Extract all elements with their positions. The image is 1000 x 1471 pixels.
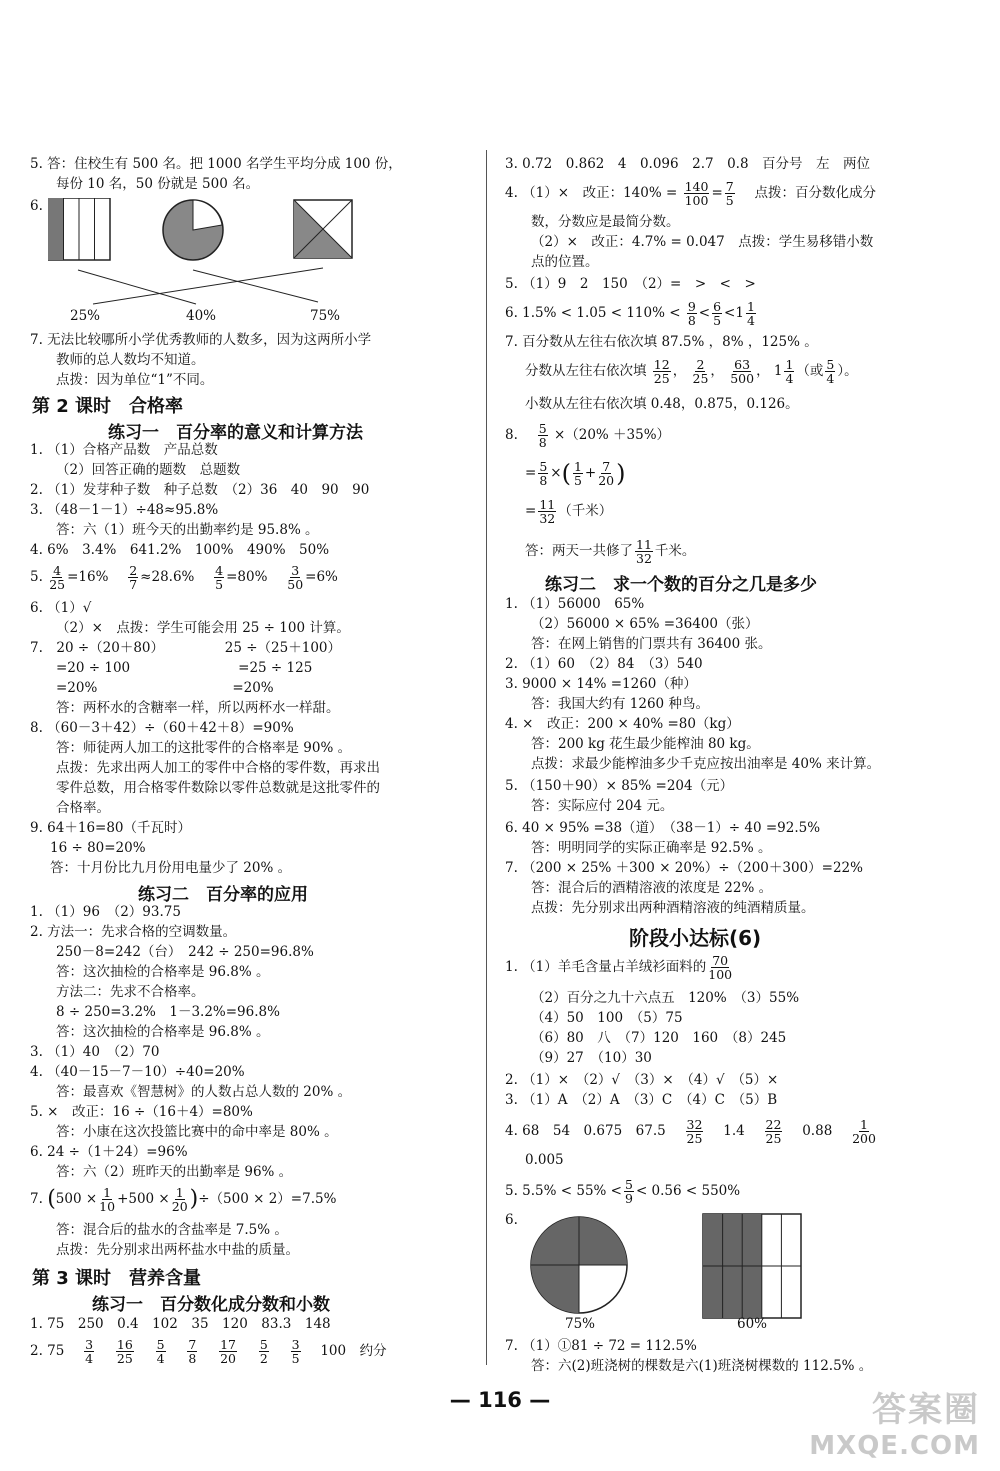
- line: 2. 方法一：先求合格的空调数量。: [30, 924, 237, 940]
- fraction: $\frac{3}{5}$: [291, 1337, 300, 1366]
- line: 0.005: [525, 1152, 564, 1168]
- fraction: $\frac{6}{5}$: [713, 299, 722, 328]
- line: =20 ÷ 100 =25 ÷ 125: [56, 660, 313, 676]
- section-lesson3: 第 3 课时 营养含量: [32, 1268, 202, 1289]
- line: 2. （1）60 （2）84 （3）540: [505, 656, 703, 672]
- q6-label-40: 40%: [186, 308, 217, 324]
- term: 100 约分: [320, 1343, 387, 1359]
- line: 小数从左往右依次填 0.48，0.875，0.126。: [525, 396, 799, 412]
- fraction: $\frac{22}{25}$: [765, 1117, 782, 1146]
- exercise1-title: 练习一 百分率的意义和计算方法: [108, 423, 363, 443]
- line: 点的位置。: [531, 254, 599, 270]
- fraction: $\frac{5}{8}$: [538, 421, 547, 450]
- circle-shaded: [163, 200, 223, 260]
- term: 2. 75: [30, 1343, 65, 1359]
- term: 答：两天一共修了: [525, 543, 633, 559]
- line: 2. （1）发芽种子数 种子总数 （2）36 40 90 90: [30, 482, 370, 498]
- fraction: $\frac{7}{8}$: [188, 1337, 197, 1366]
- line: 4. 6% 3.4% 641.2% 100% 490% 50%: [30, 542, 330, 558]
- q6-compare: [505, 300, 758, 327]
- q-number: 6.: [505, 1212, 518, 1228]
- term: +500 ×: [117, 1191, 170, 1207]
- term: 5. 5.5% < 55% <: [505, 1183, 622, 1199]
- fraction: $\frac{7}{5}$: [725, 179, 734, 208]
- line: 点拨：先求出两人加工的零件中合格的零件数，再求出: [56, 760, 380, 776]
- term: <1: [724, 305, 744, 321]
- fraction: $\frac{17}{20}$: [220, 1337, 237, 1366]
- line: 答：混合后的酒精溶液的浓度是 22% 。: [531, 880, 773, 896]
- value: =6%: [305, 569, 338, 585]
- line: 数，分数应是最简分数。: [531, 214, 680, 230]
- q7-fractions: 分数从左往右依次填 $\frac{12}{25}$ ， $\frac{2}{25}$ ， $\frac{63}{500}$ ， 1 $\frac{1}{4}$ （或 $\frac{5}{4}$ ）。: [525, 357, 858, 386]
- line: 7. （200 × 25% ＋300 × 20%）÷（200＋300）=22%: [505, 860, 863, 876]
- line: 1. （1）合格产品数 产品总数: [30, 442, 218, 458]
- line: 答：明明同学的实际正确率是 92.5% 。: [531, 840, 772, 856]
- line: 点拨：先分别求出两杯盐水中盐的质量。: [56, 1242, 299, 1258]
- line: 1. （1）96 （2）93.75: [30, 904, 181, 920]
- line: 答：在网上销售的门票共有 36400 张。: [531, 636, 772, 652]
- line: （2）百分之九十六点五 120% （3）55%: [531, 990, 800, 1006]
- term: < 0.56 < 550%: [635, 1183, 741, 1199]
- fraction: $\frac{3}{4}$: [85, 1337, 94, 1366]
- q2-fractions: [30, 1338, 387, 1365]
- q4-correction: 4. （1）× 改正：140% = $\frac{140}{100}$ = $\frac{7}{5}$ 点拨：百分数化成分: [505, 179, 876, 208]
- line: 答：师徒两人加工的这批零件的合格率是 90% 。: [56, 740, 352, 756]
- line: 答：两杯水的含糖率一样，所以两杯水一样甜。: [56, 700, 340, 716]
- term: ）。: [837, 363, 858, 379]
- line: =20% =20%: [56, 680, 274, 696]
- line: 3. （1）A （2）A （3）C （4）C （5）B: [505, 1092, 778, 1108]
- line: 6. 40 × 95% =38（道） （38－1）÷ 40 =92.5%: [505, 820, 821, 836]
- q5-line1: 5. 答：住校生有 500 名。把 1000 名学生平均分成 100 份，: [30, 156, 402, 172]
- rect-shaded-quarter: [48, 198, 110, 260]
- term: （或: [796, 363, 824, 379]
- fraction: $\frac{11}{32}$: [636, 537, 652, 566]
- fraction: $\frac{140}{100}$: [684, 179, 709, 208]
- line: 8 ÷ 250=3.2% 1－3.2%=96.8%: [56, 1004, 280, 1020]
- term: 6. 1.5% < 1.05 < 110% <: [505, 305, 681, 321]
- q7-line1: 7. 无法比较哪所小学优秀教师的人数多，因为这两所小学: [30, 332, 372, 348]
- fraction: $\frac{4}{5}$: [215, 563, 224, 592]
- fraction: $\frac{1}{200}$: [852, 1117, 876, 1146]
- section-lesson2: 第 2 课时 合格率: [32, 396, 184, 417]
- line: 4. × 改正：200 × 40% =80（kg）: [505, 716, 740, 732]
- line: 4. （40－15－7－10）÷40=20%: [30, 1064, 245, 1080]
- line: 1. 75 250 0.4 102 35 120 83.3 148: [30, 1316, 331, 1332]
- watermark-url: MXQE.COM: [809, 1431, 980, 1461]
- line: 答：200 kg 花生最少能榨油 80 kg。: [531, 736, 760, 752]
- term: 分数从左往右依次填: [525, 363, 647, 379]
- fraction: $\frac{5}{8}$: [539, 459, 548, 488]
- line: 6. 24 ÷（1＋24）=96%: [30, 1144, 188, 1160]
- q8-step2: = $\frac{5}{8}$ ×( $\frac{1}{5}$ + $\frac{7}{20}$ ): [525, 459, 626, 488]
- line: （9）27 （10）30: [531, 1050, 652, 1066]
- term: 1.4: [723, 1123, 745, 1139]
- q7-salt-formula: 7. (500 × $\frac{1}{10}$ +500 × $\frac{1}{20}$ )÷（500 × 2）=7.5%: [30, 1185, 337, 1214]
- q8-step3: = $\frac{11}{32}$ （千米）: [525, 497, 613, 526]
- value: =16%: [67, 569, 109, 585]
- fraction: $\frac{1}{4}$: [746, 299, 755, 328]
- fraction: $\frac{3}{50}$: [287, 563, 304, 592]
- fraction: $\frac{1}{5}$: [573, 459, 582, 488]
- fraction: $\frac{70}{100}$: [708, 953, 733, 982]
- line: 5. （1）9 2 150 （2）= > < >: [505, 276, 756, 292]
- fraction: $\frac{12}{25}$: [653, 357, 670, 386]
- fraction: $\frac{32}{25}$: [686, 1117, 703, 1146]
- t4-line: [505, 1118, 878, 1145]
- line: （6）80 八 （7）120 160 （8）245: [531, 1030, 787, 1046]
- square-shaded: [294, 200, 352, 258]
- line: 方法二：先求不合格率。: [56, 984, 205, 1000]
- line: 16 ÷ 80=20%: [50, 840, 146, 856]
- fraction: $\frac{11}{32}$: [539, 497, 556, 526]
- line: 答：实际应付 204 元。: [531, 798, 674, 814]
- stage-test-title: 阶段小达标(6): [629, 926, 762, 950]
- term: 1: [773, 363, 783, 379]
- line: 7. 百分数从左往右依次填 87.5% ，8% ，125% 。: [505, 334, 818, 350]
- fraction: $\frac{5}{9}$: [624, 1177, 633, 1206]
- line: 答：六（2）班昨天的出勤率是 96% 。: [56, 1164, 293, 1180]
- line: 6. （1）√: [30, 600, 92, 616]
- circle-75-shaded: [531, 1217, 627, 1313]
- q6-label-75: 75%: [310, 308, 341, 324]
- fraction: $\frac{2}{25}$: [692, 357, 709, 386]
- fraction: $\frac{1}{20}$: [171, 1185, 188, 1214]
- rect-60-shaded: [703, 1214, 801, 1318]
- t6-label-75: 75%: [565, 1316, 596, 1332]
- t1-line: [505, 954, 734, 981]
- line: 答：最喜欢《智慧树》的人数占总人数的 20% 。: [56, 1084, 352, 1100]
- line: 5. × 改正：16 ÷（16＋4）=80%: [30, 1104, 253, 1120]
- line: 答：六(2)班浇树的棵数是六(1)班浇树棵数的 112.5% 。: [531, 1358, 873, 1374]
- line: （2）× 点拨：学生可能会用 25 ÷ 100 计算。: [56, 620, 350, 636]
- term: 千米。: [654, 543, 696, 559]
- line: 3. （48－1－1）÷48≈95.8%: [30, 502, 219, 518]
- term: ×（20% ＋35%）: [553, 427, 671, 443]
- fraction: $\frac{4}{25}$: [49, 563, 66, 592]
- line: （4）50 100 （5）75: [531, 1010, 683, 1026]
- q-number: 7.: [30, 1191, 43, 1207]
- term: （千米）: [558, 503, 613, 519]
- term: 0.88: [802, 1123, 833, 1139]
- q7-line2: 教师的总人数均不知道。: [56, 352, 205, 368]
- value: =80%: [226, 569, 268, 585]
- q8-step1: [505, 422, 670, 449]
- term: 4. （1）× 改正：140% =: [505, 185, 678, 201]
- line: 合格率。: [56, 800, 110, 816]
- line: （2）56000 × 65% =36400（张）: [531, 616, 759, 632]
- line: 答：这次抽检的合格率是 96.8% 。: [56, 1024, 270, 1040]
- line: 答：这次抽检的合格率是 96.8% 。: [56, 964, 270, 980]
- line: 3. （1）40 （2）70: [30, 1044, 160, 1060]
- fraction: $\frac{2}{7}$: [129, 563, 138, 592]
- t6-label-60: 60%: [737, 1316, 768, 1332]
- line: （2）× 改正：4.7% = 0.047 点拨：学生易移错小数: [531, 234, 874, 250]
- fraction: $\frac{9}{8}$: [687, 299, 696, 328]
- line: 答：十月份比九月份用电量少了 20% 。: [50, 860, 292, 876]
- q-number: 8.: [505, 427, 518, 443]
- fraction: $\frac{5}{4}$: [156, 1337, 165, 1366]
- fraction: $\frac{5}{2}$: [259, 1337, 268, 1366]
- fraction: $\frac{1}{4}$: [785, 357, 794, 386]
- term: ÷（500 × 2）=7.5%: [198, 1191, 337, 1207]
- fraction: $\frac{63}{500}$: [730, 357, 755, 386]
- q6-diagram: [48, 198, 378, 318]
- line: 点拨：先分别求出两种酒精溶液的纯酒精质量。: [531, 900, 815, 916]
- term: 500 ×: [55, 1191, 98, 1207]
- line: （2）回答正确的题数 总题数: [56, 462, 241, 478]
- q7-hint: 点拨：因为单位“1”不同。: [56, 372, 214, 388]
- term: 点拨：百分数化成分: [754, 185, 876, 201]
- watermark-text: 答案圈: [872, 1390, 980, 1430]
- fraction: $\frac{7}{20}$: [598, 459, 615, 488]
- line: 答：六（1）班今天的出勤率约是 95.8% 。: [56, 522, 319, 538]
- fraction: $\frac{16}{25}$: [116, 1337, 133, 1366]
- line: 5. （150＋90）× 85% =204（元）: [505, 778, 734, 794]
- t5-line: [505, 1178, 740, 1205]
- watermark-logo: [809, 1382, 980, 1461]
- q5-fractions: [30, 564, 338, 591]
- line: 答：混合后的盐水的含盐率是 7.5% 。: [56, 1222, 288, 1238]
- line: 零件总数，用合格零件数除以零件总数就是这批零件的: [56, 780, 380, 796]
- q6-number: 6.: [30, 198, 43, 214]
- line: 答：我国大约有 1260 种鸟。: [531, 696, 709, 712]
- line: 2. （1）× （2）√ （3）× （4）√ （5）×: [505, 1072, 779, 1088]
- q6-label-25: 25%: [70, 308, 101, 324]
- line: 250－8=242（台） 242 ÷ 250=96.8%: [56, 944, 314, 960]
- line: 7. 20 ÷（20＋80） 25 ÷（25＋100）: [30, 640, 341, 656]
- line: 1. （1）56000 65%: [505, 596, 645, 612]
- fraction: $\frac{1}{10}$: [99, 1185, 116, 1214]
- line: 3. 9000 × 14% =1260（种）: [505, 676, 697, 692]
- term: 1. （1）羊毛含量占羊绒衫面料的: [505, 959, 707, 975]
- q-number: 5.: [30, 569, 43, 585]
- line: 3. 0.72 0.862 4 0.096 2.7 0.8 百分号 左 两位: [505, 156, 871, 172]
- line: 9. 64＋16=80（千瓦时）: [30, 820, 192, 836]
- fraction: $\frac{5}{4}$: [826, 357, 835, 386]
- q5-line2: 每份 10 名，50 份就是 500 名。: [56, 176, 260, 192]
- value: ≈28.6%: [140, 569, 195, 585]
- column-divider: [486, 150, 487, 1365]
- term: <: [698, 305, 711, 321]
- exercise2-right-title: 练习二 求一个数的百分之几是多少: [545, 575, 817, 595]
- line: 8. （60－3＋42）÷（60＋42＋8）=90%: [30, 720, 294, 736]
- exercise2-title: 练习二 百分率的应用: [138, 885, 308, 905]
- q8-answer: [525, 538, 695, 565]
- line: 点拨：求最少能榨油多少千克应按出油率是 40% 来计算。: [531, 756, 881, 772]
- term: 4. 68 54 0.675 67.5: [505, 1123, 666, 1139]
- page-number: — 116 —: [449, 1388, 551, 1412]
- exercise3-title: 练习一 百分数化成分数和小数: [92, 1295, 330, 1315]
- line: 7. （1）①81 ÷ 72 = 112.5%: [505, 1338, 697, 1354]
- line: 答：小康在这次投篮比赛中的命中率是 80% 。: [56, 1124, 338, 1140]
